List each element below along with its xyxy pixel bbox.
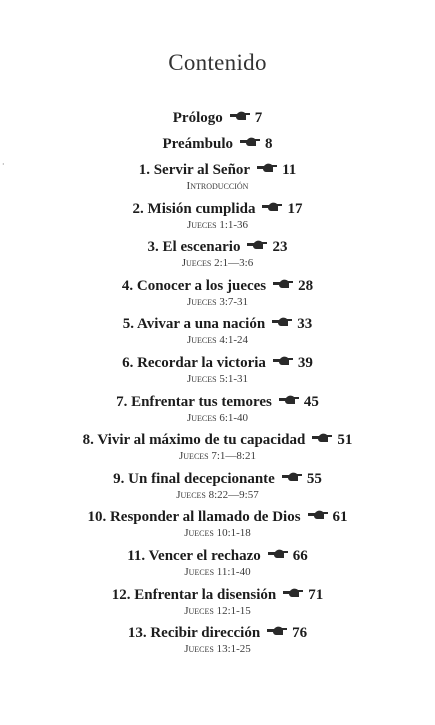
entry-reference: Jueces 8:22—9:57 <box>176 488 259 501</box>
page-title: Contenido <box>168 50 267 75</box>
entry-page: 28 <box>298 277 314 294</box>
pointing-hand-icon <box>239 136 261 148</box>
entry-title: 5. Avivar a una nación <box>122 316 266 333</box>
entry-page: 33 <box>297 316 313 333</box>
pointing-hand-icon <box>281 471 303 483</box>
entry-reference: Introducción <box>186 180 249 192</box>
pointing-hand-icon <box>261 201 283 213</box>
pointing-hand-icon <box>271 316 293 328</box>
pointing-hand-icon <box>272 355 294 367</box>
margin-mark: · <box>2 160 5 169</box>
entry-page: 55 <box>306 470 322 487</box>
pointing-hand-icon <box>282 587 304 599</box>
toc-entry <box>0 237 435 276</box>
pointing-hand-icon <box>307 509 329 521</box>
entry-page: 45 <box>303 393 319 410</box>
pointing-hand-icon <box>272 278 294 290</box>
entry-page: 39 <box>297 354 313 371</box>
entry-reference: Jueces 5:1-31 <box>186 372 249 385</box>
table-of-contents <box>0 108 435 662</box>
entry-page: 17 <box>287 200 303 217</box>
entry-reference: Jueces 10:1-18 <box>184 527 251 540</box>
entry-page: 8 <box>265 136 273 152</box>
entry-page: 23 <box>272 239 288 256</box>
entry-page: 11 <box>282 162 297 178</box>
toc-entry <box>0 623 435 662</box>
entry-reference: Jueces 6:1-40 <box>186 411 249 424</box>
toc-entry <box>0 507 435 546</box>
entry-title: 11. Vencer el rechazo <box>127 547 261 564</box>
entry-title: 1. Servir al Señor <box>138 162 251 178</box>
toc-entry <box>0 134 435 158</box>
entry-reference: Jueces 2:1—3:6 <box>181 257 254 270</box>
entry-title: 13. Recibir dirección <box>127 625 261 642</box>
entry-reference: Jueces 12:1-15 <box>184 604 251 617</box>
entry-title: 9. Un final decepcionante <box>113 470 275 487</box>
pointing-hand-icon <box>256 162 278 174</box>
pointing-hand-icon <box>278 394 300 406</box>
entry-page: 66 <box>292 547 308 564</box>
pointing-hand-icon <box>266 625 288 637</box>
entry-title: Prólogo <box>172 110 223 126</box>
pointing-hand-icon <box>311 432 333 444</box>
toc-entry <box>0 199 435 238</box>
entry-reference: Jueces 4:1-24 <box>186 334 249 347</box>
entry-title: 2. Misión cumplida <box>132 200 256 217</box>
entry-page: 71 <box>308 586 324 603</box>
entry-reference: Jueces 13:1-25 <box>184 643 251 656</box>
entry-reference: Jueces 11:1-40 <box>184 565 251 578</box>
toc-entry <box>0 108 435 132</box>
entry-page: 76 <box>292 625 308 642</box>
toc-entry <box>0 276 435 315</box>
toc-entry <box>0 546 435 585</box>
entry-title: 7. Enfrentar tus temores <box>116 393 272 410</box>
entry-title: 8. Vivir al máximo de tu capacidad <box>82 432 306 449</box>
entry-reference: Jueces 3:7-31 <box>186 295 249 308</box>
entry-page: 51 <box>337 432 353 449</box>
entry-reference: Jueces 1:1-36 <box>186 218 249 231</box>
entry-reference: Jueces 7:1—8:21 <box>179 450 256 463</box>
entry-title: Preámbulo <box>162 136 234 152</box>
entry-title: 3. El escenario <box>147 239 241 256</box>
entry-title: 12. Enfrentar la disensión <box>111 586 277 603</box>
pointing-hand-icon <box>267 548 289 560</box>
toc-entry <box>0 314 435 353</box>
toc-entry <box>0 392 435 431</box>
pointing-hand-icon <box>246 239 268 251</box>
toc-entry <box>0 353 435 392</box>
toc-entry <box>0 160 435 199</box>
entry-title: 10. Responder al llamado de Dios <box>87 509 301 526</box>
entry-title: 4. Conocer a los jueces <box>121 277 267 294</box>
pointing-hand-icon <box>229 110 251 122</box>
entry-title: 6. Recordar la victoria <box>122 354 266 371</box>
toc-entry <box>0 430 435 469</box>
entry-page: 7 <box>254 110 263 126</box>
entry-page: 61 <box>332 509 348 526</box>
toc-entry <box>0 469 435 508</box>
toc-entry <box>0 585 435 624</box>
